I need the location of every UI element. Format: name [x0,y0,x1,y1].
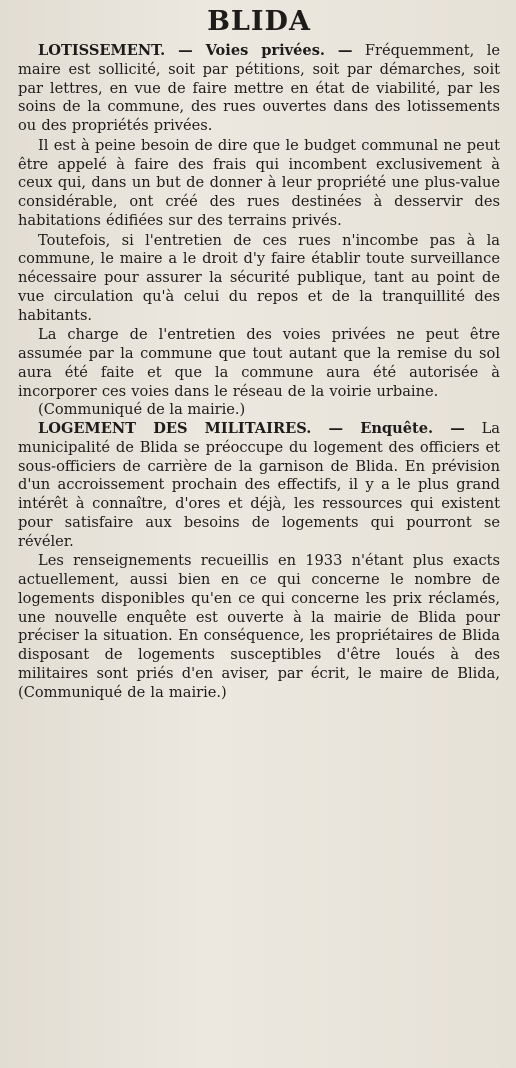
paragraph-text: Fréquemment, le maire est sollicité, soit par pétitions, soit par démarches, soit par lettres, en vue de faire mettre en état de viabilité, par les soins de la commune, des rues ouvertes dans des lotissements ou des propriétés privées. [18,42,500,134]
article-title: BLIDA [207,6,311,37]
paragraph: Il est à peine besoin de dire que le budget communal ne peut être appelé à faire des frais qui incombent exclusivement à ceux qui, dans un but de donner à leur propriété une plus-value considérable, ont créé des rues destinées à desservir des habitations édifiées sur des terrains privés. [18,136,500,229]
section-heading: LOGEMENT DES MILITAIRES. — Enquête. — [38,420,465,437]
paragraph [18,420,500,551]
paragraph [18,42,500,136]
paragraph-text: La municipalité de Blida se préoccupe du logement des officiers et sous-officiers de carrière de la garnison de Blida. En prévision d'un accroissement prochain des effectifs, il y a le plus grand intérêt à connaître, d'ores et déjà, les ressources qui existent pour satisfaire aux besoins de logements qui pourront se révéler. [18,420,500,550]
section-logement [18,420,500,702]
paragraph: Les renseignements recueillis en 1933 n'étant plus exacts actuellement, aussi bien en ce qui concerne le nombre de logements disponibles qu'en ce qui concerne les prix réclamés, une nouvelle enquête est ouverte à la mairie de Blida pour préciser la situation. En conséquence, les propriétaires de Blida disposant de logements susceptibles d'être loués à des militaires sont priés d'en aviser, par écrit, le maire de Blida, (Communiqué de la mairie.) [18,552,500,701]
section-lotissement [18,42,500,420]
paragraph: Toutefois, si l'entretien de ces rues n'incombe pas à la commune, le maire a le droit d'y faire établir toute surveillance nécessaire pour assurer la sécurité publique, tant au point de vue circulation qu'à celui du repos et de la tranquillité des habitants. [18,231,500,324]
section-heading: LOTISSEMENT. — Voies privées. — [38,42,353,59]
credit-line: (Communiqué de la mairie.) [38,401,246,419]
paragraph: La charge de l'entretien des voies privées ne peut être assumée par la commune que tout autant que la remise du sol aura été faite et que la commune aura été autorisée à incorporer ces voies dans le réseau de la voirie urbaine. [18,326,500,400]
